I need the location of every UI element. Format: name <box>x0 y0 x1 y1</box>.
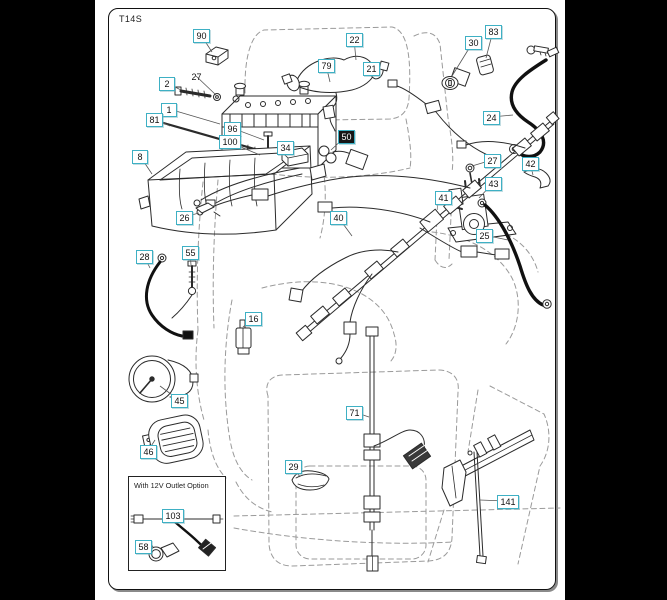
callout-45: 45 <box>171 394 188 408</box>
callout-43: 43 <box>485 177 502 191</box>
callout-22: 22 <box>346 33 363 47</box>
callout-96: 96 <box>224 122 241 136</box>
callout-24: 24 <box>483 111 500 125</box>
callout-71: 71 <box>346 406 363 420</box>
callout-40: 40 <box>330 211 347 225</box>
callout-42: 42 <box>522 157 539 171</box>
callout-1: 1 <box>161 103 177 117</box>
callout-141: 141 <box>497 495 519 509</box>
sheet-title: T14S <box>119 14 143 24</box>
callout-41: 41 <box>435 191 452 205</box>
callout-55: 55 <box>182 246 199 260</box>
callout-25: 25 <box>476 229 493 243</box>
callout-81: 81 <box>146 113 163 127</box>
callout-90: 90 <box>193 29 210 43</box>
callout-16: 16 <box>245 312 262 326</box>
callout-29: 29 <box>285 460 302 474</box>
callout-46: 46 <box>140 445 157 459</box>
callout-58: 58 <box>135 540 152 554</box>
callout-26: 26 <box>176 211 193 225</box>
callout-28: 28 <box>136 250 153 264</box>
callout-103: 103 <box>162 509 184 523</box>
callout-27: 27 <box>191 72 202 82</box>
callout-27-2: 27 <box>484 154 501 168</box>
callout-50: 50 <box>338 130 355 144</box>
callout-34: 34 <box>277 141 294 155</box>
callout-2: 2 <box>159 77 175 91</box>
callout-100: 100 <box>219 135 241 149</box>
inset-title: With 12V Outlet Option <box>134 481 209 490</box>
callout-79: 79 <box>318 59 335 73</box>
callout-8: 8 <box>132 150 148 164</box>
callout-83: 83 <box>485 25 502 39</box>
callout-30: 30 <box>465 36 482 50</box>
callout-21: 21 <box>363 62 380 76</box>
